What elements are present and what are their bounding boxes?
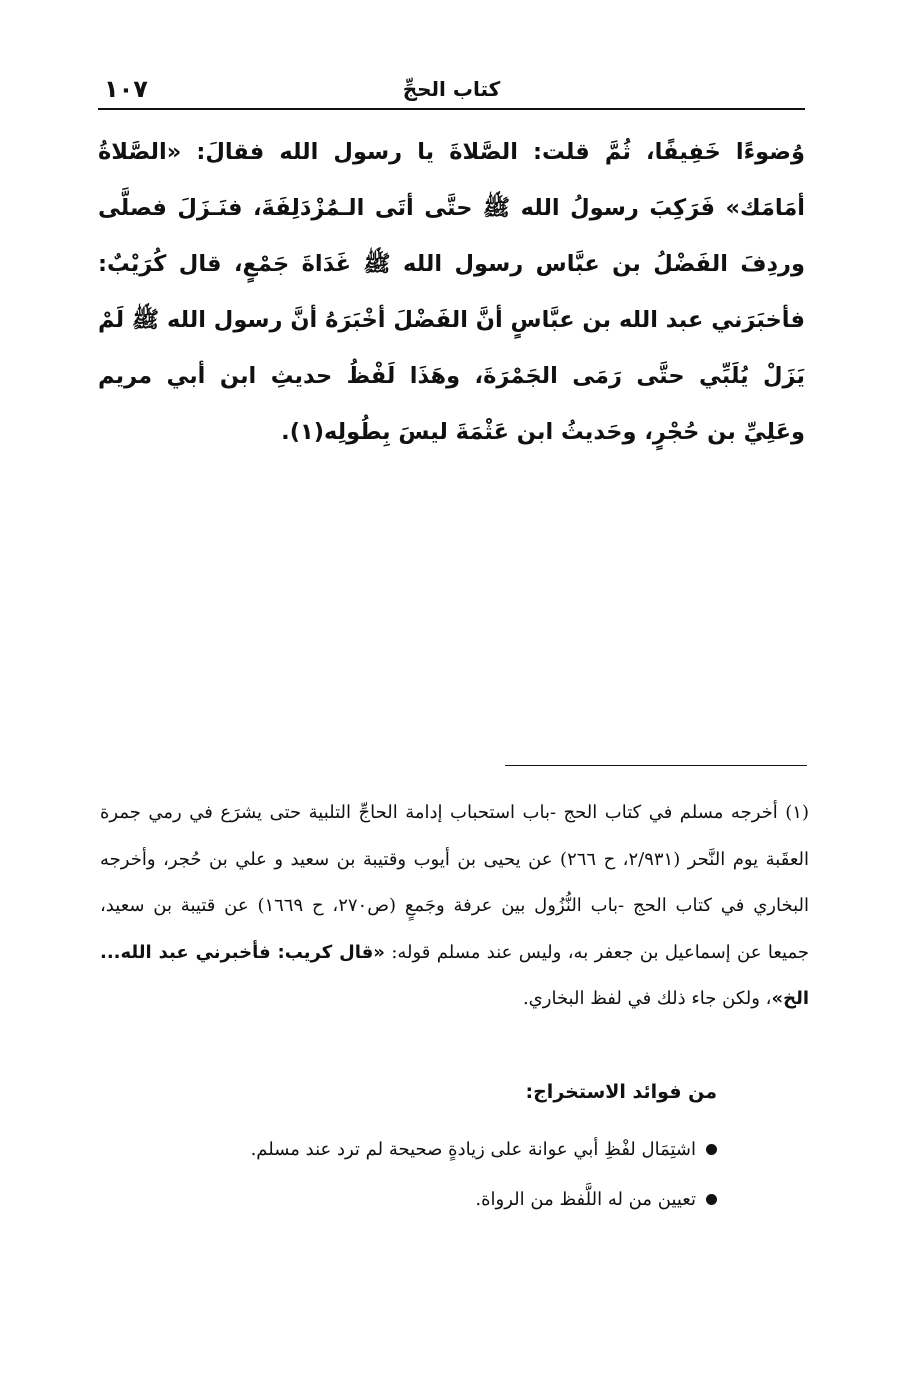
chapter-title: كتاب الحجِّ (402, 77, 501, 101)
hadith-end-mark: . (281, 419, 290, 445)
benefits-heading: من فوائد الاستخراج: (525, 1081, 717, 1103)
footnote-text-part1: (١) أخرجه مسلم في كتاب الحج -باب استحباب إدامة الحاجِّ التلبية حتى يشرَع في رمي جمرة العقَبة يوم النَّحر (٢/٩٣١، ح ٢٦٦) عن يحيى بن أيوب وقتيبة بن سعيد و علي بن حُجر، وأخرجه البخاري في كتاب الحج -باب النُّزُول بين عرفة وجَمعٍ (ص٢٧٠، ح ١٦٦٩) عن قتيبة بن سعيد، جميعا عن إسماعيل بن جعفر به، وليس عند مسلم قوله: (100, 802, 809, 963)
footnote-bold-quote: «قال كريب: فأخبرني عبد الله... الخ» (100, 941, 809, 1009)
footnote-divider (505, 765, 807, 766)
page-number: ١٠٧ (104, 75, 148, 103)
running-header (98, 72, 805, 110)
footnote-text-part2: ، ولكن جاء ذلك في لفظ البخاري. (522, 988, 772, 1009)
hadith-text (98, 124, 805, 460)
list-item (100, 1174, 717, 1224)
hadith-body: وُضوءًا خَفِيفًا، ثُمَّ قلت: الصَّلاةَ يا رسول الله فقالَ: «الصَّلاةُ أمَامَك» فَرَكِبَ رسولُ الله ﷺ حتَّى أتَى الـمُزْدَلِفَةَ، فنَـزَلَ فصلَّى وردِفَ الفَضْلُ بن عبَّاس رسول الله ﷺ غَدَاةَ جَمْعٍ، قال كُرَيْبٌ: فأخبَرَني عبد الله بن عبَّاسٍ أنَّ الفَضْلَ أخْبَرَهُ أنَّ رسول الله ﷺ لَمْ يَزَلْ يُلَبِّي حتَّى رَمَى الجَمْرَةَ، وهَذَا لَفْظُ حديثِ ابن أبي مريم وعَلِيِّ بن حُجْرٍ، وحَديثُ ابن عَثْمَةَ ليسَ بِطُولِه (98, 139, 805, 445)
bullet-icon (706, 1194, 717, 1205)
footnote-reference: (١) (289, 419, 325, 445)
benefit-text: تعيين من له اللَّفظ من الرواة. (475, 1188, 696, 1210)
footnote (100, 790, 809, 1023)
benefit-text: اشتِمَال لفْظِ أبي عوانة على زيادةٍ صحيحة لم ترد عند مسلم. (250, 1138, 696, 1160)
bullet-icon (706, 1144, 717, 1155)
list-item (100, 1124, 717, 1174)
benefits-list (100, 1124, 717, 1224)
